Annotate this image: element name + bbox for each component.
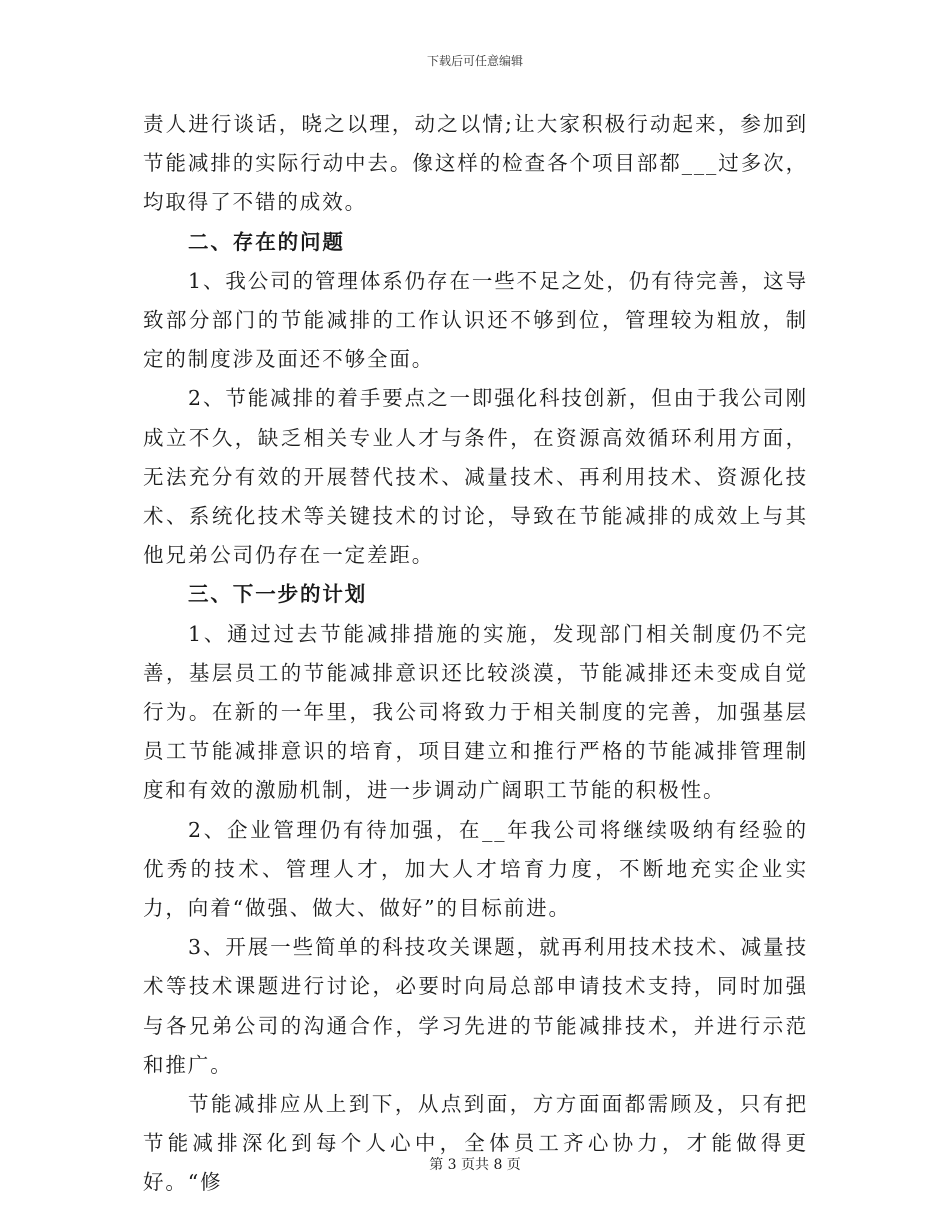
section-heading-problems: 二、存在的问题 [188, 229, 345, 254]
paragraph-plan-2: 2、企业管理仍有待加强，在__年我公司将继续吸纳有经验的优秀的技术、管理人才，加大人才培育力度，不断地充实企业实力，向着“做强、做大、做好”的目标前进。 [143, 817, 808, 921]
paragraph-continuation: 责人进行谈话，晓之以理，动之以情;让大家积极行动起来，参加到节能减排的实际行动中去。像这样的检查各个项目部都___过多次，均取得了不错的成效。 [143, 112, 808, 215]
page-header: 下载后可任意编辑 [426, 54, 523, 68]
document-body [143, 105, 808, 1203]
paragraph-conclusion: 节能减排应从上到下，从点到面，方方面面都需顾及，只有把节能减排深化到每个人心中，全体员工齐心协力，才能做得更好。“修 [143, 1092, 808, 1195]
paragraph-problem-1: 1、我公司的管理体系仍存在一些不足之处，仍有待完善，这导致部分部门的节能减排的工作认识还不够到位，管理较为粗放，制定的制度涉及面还不够全面。 [143, 268, 808, 372]
paragraph-plan-3: 3、开展一些简单的科技攻关课题，就再利用技术技术、减量技术等技术课题进行讨论，必要时向局总部申请技术支持，同时加强与各兄弟公司的沟通合作，学习先进的节能减排技术，并进行示范和推广。 [143, 935, 808, 1077]
paragraph-plan-1: 1、通过过去节能减排措施的实施，发现部门相关制度仍不完善，基层员工的节能减排意识还比较淡漠，节能减排还未变成自觉行为。在新的一年里，我公司将致力于相关制度的完善，加强基层员工节能减排意识的培育，项目建立和推行严格的节能减排管理制度和有效的激励机制，进一步调动广阔职工节能的积极性。 [143, 621, 808, 803]
section-heading-next-plan: 三、下一步的计划 [188, 582, 368, 607]
page-number: 第 3 页共 8 页 [429, 1157, 521, 1173]
paragraph-problem-2: 2、节能减排的着手要点之一即强化科技创新，但由于我公司刚成立不久，缺乏相关专业人才与条件，在资源高效循环利用方面，无法充分有效的开展替代技术、减量技术、再利用技术、资源化技术、系统化技术等关键技术的讨论，导致在节能减排的成效上与其他兄弟公司仍存在一定差距。 [143, 386, 808, 568]
